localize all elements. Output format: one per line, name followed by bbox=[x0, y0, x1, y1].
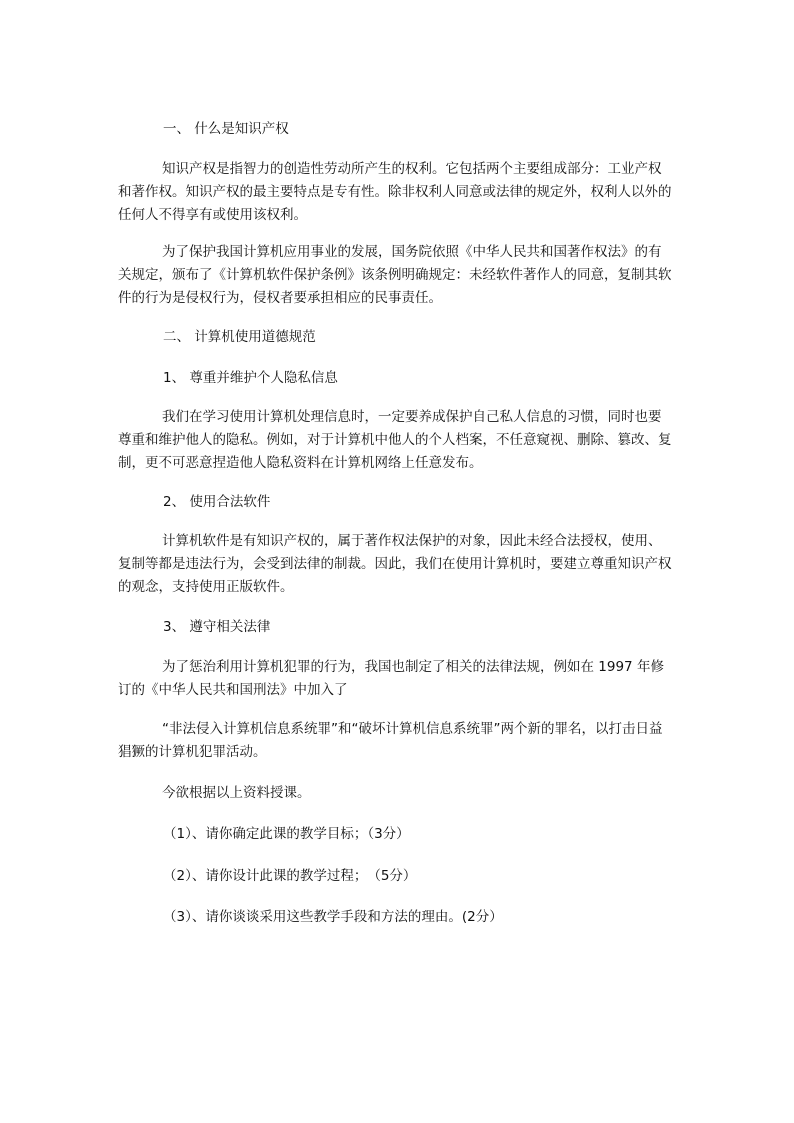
paragraph-software-protection: 为了保护我国计算机应用事业的发展，国务院依照《中华人民共和国著作权法》的有关规定，颁布了《计算机软件保护条例》该条例明确规定：未经软件著作人的同意，复制其软件的行为是侵权行为，侵权者要承担相应的民事责任。 bbox=[118, 244, 672, 306]
section-heading-intellectual-property: 一、 什么是知识产权 bbox=[163, 121, 289, 137]
paragraph-legal-software: 计算机软件是有知识产权的，属于著作权法保护的对象，因此未经合法授权，使用、复制等都是违法行为，会受到法律的制裁。因此，我们在使用计算机时，要建立尊重知识产权的观念，支持使用正版软件。 bbox=[118, 533, 672, 595]
paragraph-privacy: 我们在学习使用计算机处理信息时，一定要养成保护自己私人信息的习惯，同时也要尊重和维护他人的隐私。例如，对于计算机中他人的个人档案，不任意窥视、删除、篡改、复制，更不可恶意捏造他人隐私资料在计算机网络上任意发布。 bbox=[118, 409, 672, 471]
section-heading-ethics: 二、 计算机使用道德规范 bbox=[163, 329, 316, 345]
subheading-law: 3、 遵守相关法律 bbox=[163, 619, 271, 635]
paragraph-new-crimes: “非法侵入计算机信息系统罪”和“破坏计算机信息系统罪”两个新的罪名，以打击日益猖獗的计算机犯罪活动。 bbox=[118, 721, 663, 760]
paragraph-ip-definition: 知识产权是指智力的创造性劳动所产生的权利。它包括两个主要组成部分：工业产权和著作权。知识产权的最主要特点是专有性。除非权利人同意或法律的规定外，权利人以外的任何人不得享有或使用该权利。 bbox=[118, 161, 672, 223]
question-item-3: （3）、请你谈谈采用这些教学手段和方法的理由。(2分） bbox=[163, 909, 503, 925]
paragraph-task-intro: 今欲根据以上资料授课。 bbox=[162, 785, 311, 801]
subheading-privacy: 1、 尊重并维护个人隐私信息 bbox=[163, 370, 338, 386]
question-item-2: （2）、请你设计此课的教学过程； （5分） bbox=[163, 868, 417, 884]
subheading-legal-software: 2、 使用合法软件 bbox=[163, 494, 271, 510]
paragraph-criminal-law: 为了惩治利用计算机犯罪的行为，我国也制定了相关的法律法规，例如在 1997 年修订的《中华人民共和国刑法》中加入了 bbox=[118, 659, 664, 698]
question-item-1: （1）、请你确定此课的教学目标；（3分） bbox=[163, 826, 410, 842]
